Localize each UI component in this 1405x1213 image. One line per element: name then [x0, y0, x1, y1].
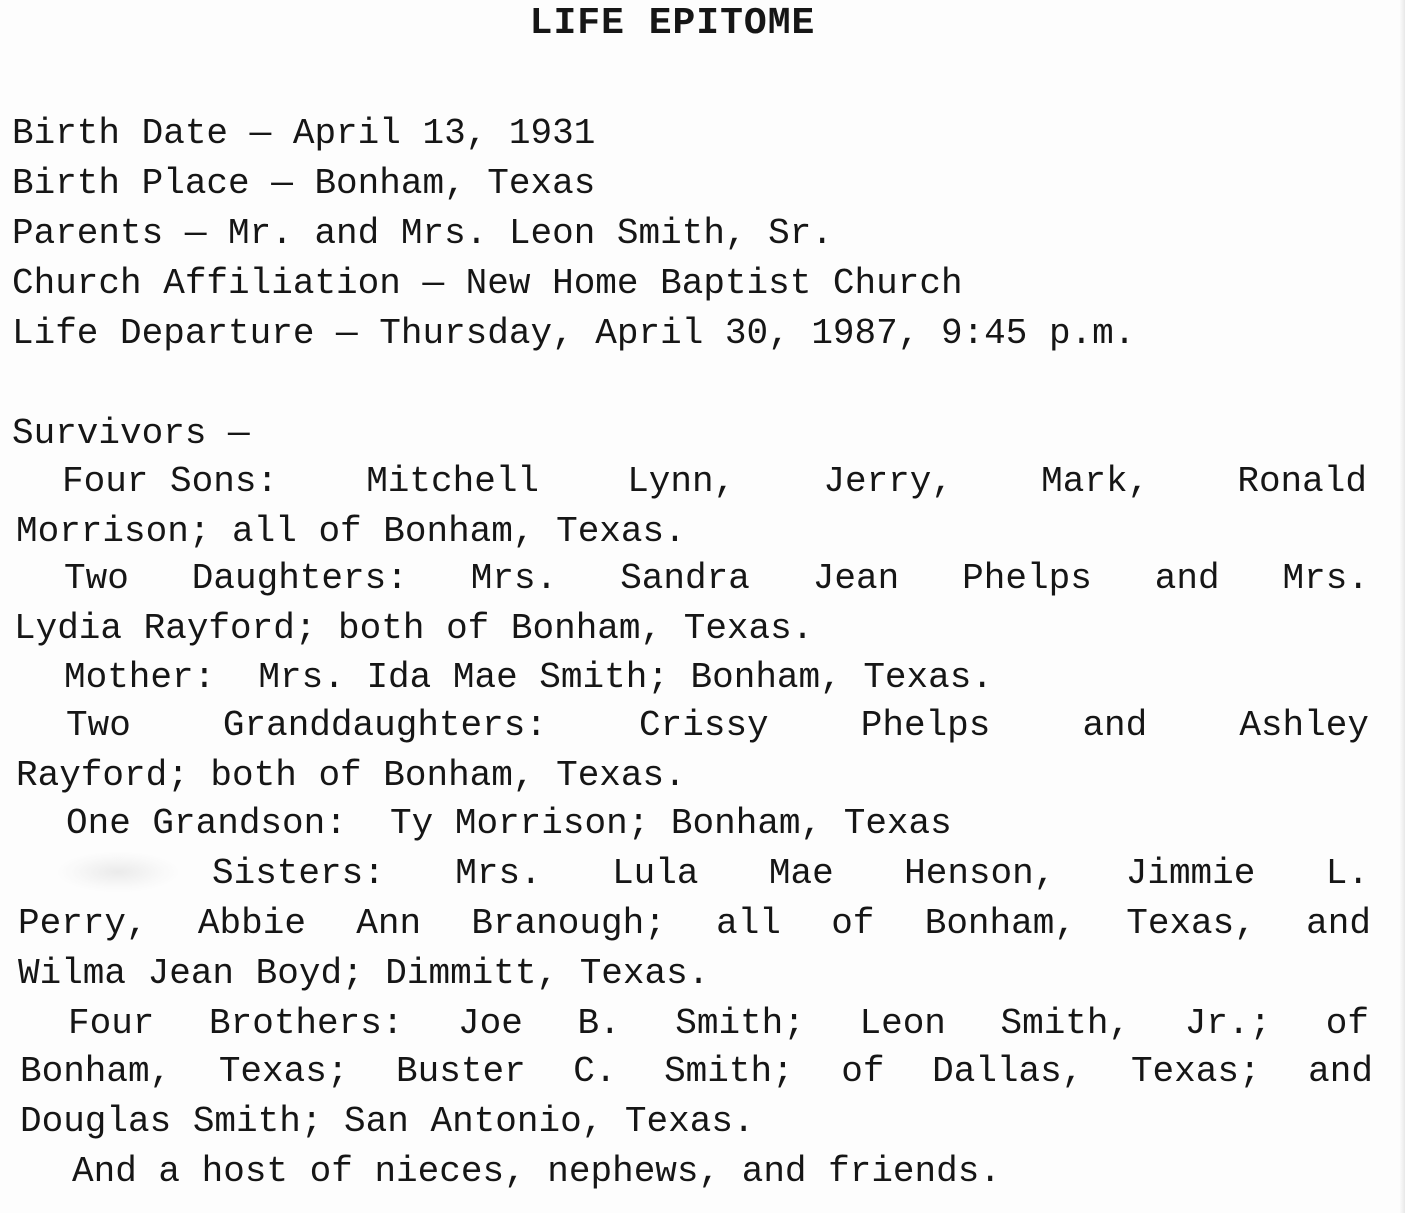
sisters-word: Henson,: [904, 853, 1056, 894]
life-departure-line: Life Departure — Thursday, April 30, 1987, 9:45 p.m.: [12, 313, 1136, 354]
sons-line-1: [62, 460, 1367, 504]
daughters-word: Mrs.: [1282, 558, 1369, 599]
sons-line-2: Morrison; all of Bonham, Texas.: [16, 511, 686, 552]
brothers-word: Smith,: [1000, 1003, 1131, 1044]
brothers-word: and: [1308, 1051, 1373, 1092]
sisters-word: Ann: [356, 903, 422, 944]
sisters-word: Sisters:: [212, 853, 385, 894]
brothers-word: Brothers:: [209, 1003, 404, 1044]
brothers-word: B.: [577, 1003, 621, 1044]
sisters-word: Branough;: [471, 903, 666, 944]
brothers-word: Joe: [458, 1003, 523, 1044]
brothers-line-3: Douglas Smith; San Antonio, Texas.: [20, 1101, 755, 1142]
daughters-word: Mrs.: [470, 558, 558, 599]
brothers-word: Buster: [396, 1051, 526, 1092]
brothers-word: Smith;: [675, 1003, 805, 1044]
brothers-word: Leon: [859, 1003, 946, 1044]
sisters-word: of: [831, 903, 875, 944]
brothers-word: Bonham,: [20, 1051, 172, 1092]
sons-word: Lynn,: [627, 461, 736, 502]
sons-word: Ronald: [1237, 461, 1367, 502]
granddaughters-word: Crissy: [639, 705, 769, 746]
granddaughters-word: and: [1082, 705, 1148, 746]
sons-word: Mitchell: [366, 461, 540, 502]
brothers-word: Smith;: [664, 1051, 794, 1092]
grandson-line: One Grandson: Ty Morrison; Bonham, Texas: [66, 803, 952, 844]
brothers-line-2: [20, 1050, 1373, 1094]
brothers-word: Four: [68, 1003, 155, 1044]
brothers-word: of: [1325, 1003, 1369, 1044]
daughters-line-1: [64, 557, 1369, 601]
sisters-word: Lula: [612, 853, 699, 894]
sisters-line-3: Wilma Jean Boyd; Dimmitt, Texas.: [18, 953, 710, 994]
daughters-word: Daughters:: [191, 558, 408, 599]
birth-date-line: Birth Date — April 13, 1931: [12, 113, 596, 154]
mother-line: Mother: Mrs. Ida Mae Smith; Bonham, Texas.: [64, 657, 993, 698]
brothers-word: Texas;: [218, 1051, 349, 1092]
sons-word: Jerry,: [823, 461, 953, 502]
daughters-word: and: [1154, 558, 1220, 599]
daughters-line-2: Lydia Rayford; both of Bonham, Texas.: [14, 608, 814, 649]
page-edge: [1399, 0, 1405, 1213]
church-affiliation-line: Church Affiliation — New Home Baptist Church: [12, 263, 963, 304]
survivors-heading: Survivors —: [12, 413, 250, 454]
sons-word: Four Sons:: [62, 461, 279, 502]
sisters-word: Perry,: [18, 903, 148, 944]
parents-line: Parents — Mr. and Mrs. Leon Smith, Sr.: [12, 213, 833, 254]
sisters-word: Jimmie: [1125, 853, 1256, 894]
brothers-word: of: [841, 1051, 885, 1092]
sisters-word: L.: [1325, 853, 1369, 894]
granddaughters-word: Granddaughters:: [222, 705, 547, 746]
brothers-word: Jr.;: [1184, 1003, 1272, 1044]
sisters-word: and: [1306, 903, 1371, 944]
daughters-word: Sandra: [620, 558, 750, 599]
sisters-word: Mrs.: [455, 853, 542, 894]
brothers-line-1: [68, 1002, 1369, 1046]
granddaughters-word: Ashley: [1239, 705, 1369, 746]
daughters-word: Two: [64, 558, 129, 599]
granddaughters-word: Two: [66, 705, 131, 746]
granddaughters-line-2: Rayford; both of Bonham, Texas.: [16, 755, 686, 796]
brothers-word: Dallas,: [932, 1051, 1084, 1092]
sisters-line-2: [18, 902, 1371, 946]
sisters-word: Bonham,: [924, 903, 1076, 944]
closing-line: And a host of nieces, nephews, and friends.: [72, 1151, 1001, 1192]
sisters-line-1: [212, 852, 1369, 896]
sons-word: Mark,: [1041, 461, 1150, 502]
sisters-word: Abbie: [197, 903, 306, 944]
daughters-word: Phelps: [962, 558, 1092, 599]
sisters-word: all: [716, 903, 781, 944]
sisters-word: Texas,: [1126, 903, 1256, 944]
sisters-word: Mae: [768, 853, 834, 894]
brothers-word: C.: [573, 1051, 617, 1092]
granddaughters-word: Phelps: [860, 705, 991, 746]
page-title: LIFE EPITOME: [529, 2, 816, 45]
granddaughters-line-1: [66, 704, 1369, 748]
correction-smudge: [58, 852, 178, 892]
brothers-word: Texas;: [1130, 1051, 1261, 1092]
birth-place-line: Birth Place — Bonham, Texas: [12, 163, 596, 204]
daughters-word: Jean: [812, 558, 900, 599]
